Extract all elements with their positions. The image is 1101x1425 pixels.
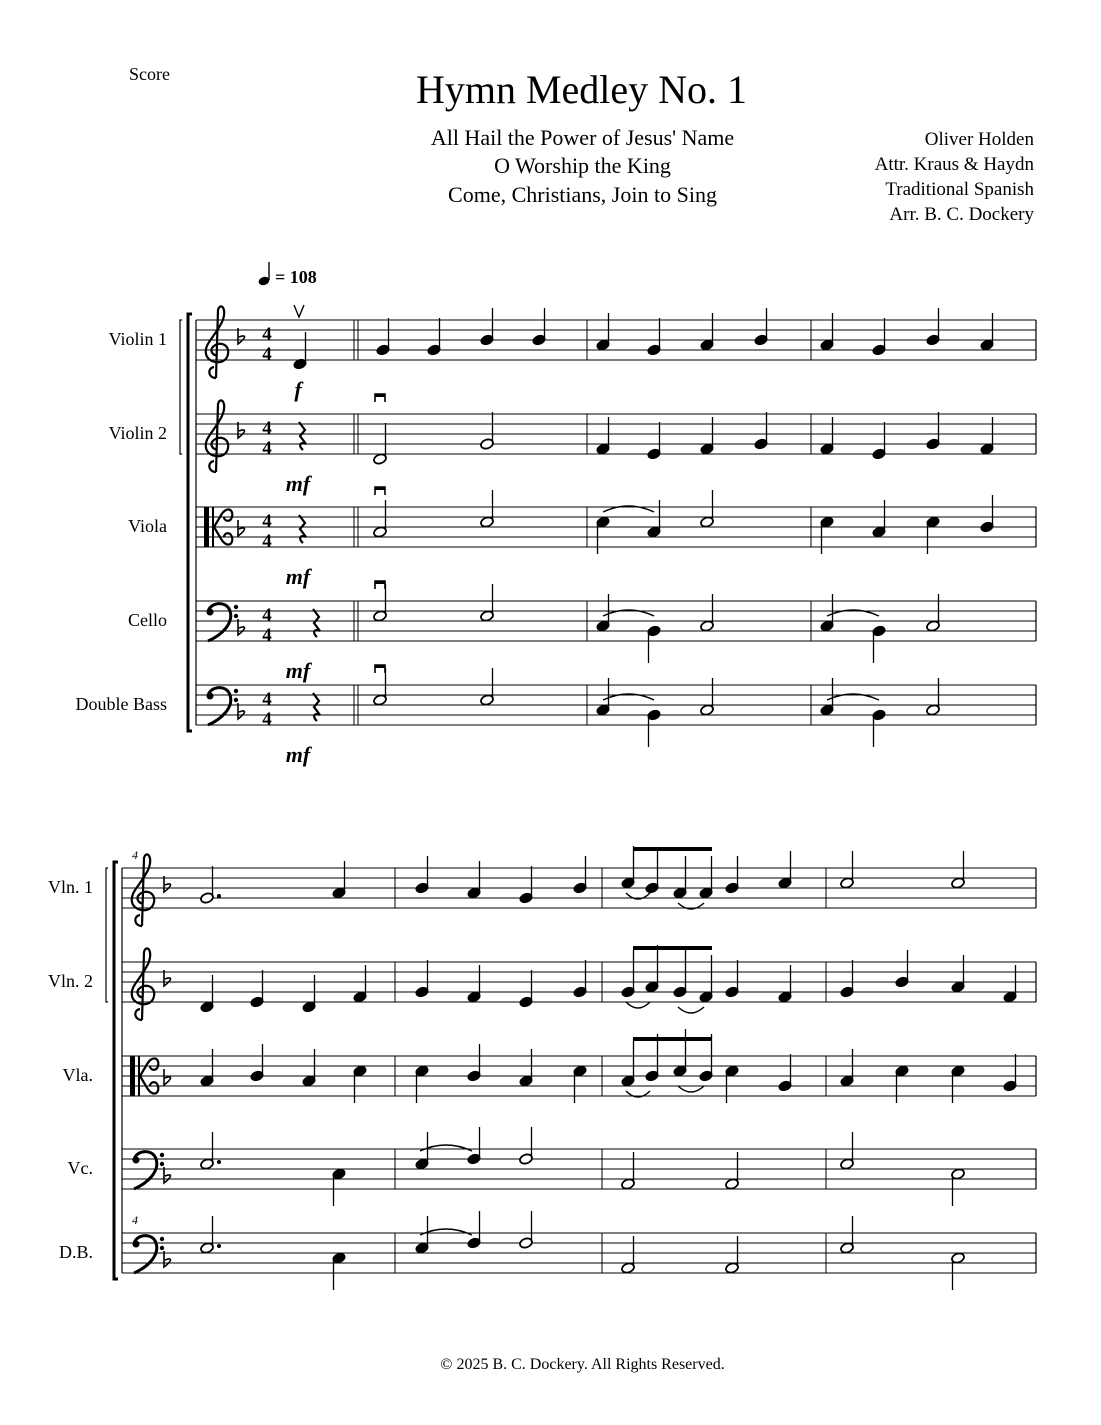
time-signature-bottom: 4 [262,531,272,552]
time-signature-top: 4 [262,324,272,345]
augmentation-dot [217,1160,221,1164]
instrument-label: D.B. [58,1242,93,1262]
composer-credit-1: Oliver Holden [924,129,1034,150]
time-signature-bottom: 4 [262,344,272,365]
instrument-label: Vla. [62,1065,93,1085]
subtitle-1: All Hail the Power of Jesus' Name [430,125,735,150]
quarter-rest [313,693,320,721]
dynamic-marking: mf [285,742,311,767]
dynamic-marking: mf [285,471,311,496]
violin-subbracket [180,320,182,454]
instrument-label: Violin 1 [108,329,167,349]
bass-clef-dot [234,614,238,618]
alto-clef-bar [138,1056,140,1096]
bass-clef-dot [207,693,214,700]
bass-clef-dot [160,1162,164,1166]
score-label: Score [129,64,170,84]
instrument-label: Vln. 2 [48,971,93,991]
quarter-rest [299,515,306,543]
flat-sign [238,520,245,536]
treble-clef [132,854,154,926]
bass-clef-dot [207,609,214,616]
bass-clef-dot [133,1241,140,1248]
dynamic-marking: mf [285,658,311,683]
down-bow-mark [375,394,385,397]
subtitle-3: Come, Christians, Join to Sing [448,182,717,207]
down-bow-mark [375,665,385,668]
bass-clef-dot [234,689,238,693]
tempo-marking [257,262,316,287]
beam [633,847,712,851]
tempo-value: = 108 [275,267,317,287]
time-signature-top: 4 [262,511,272,532]
measure-number: 4 [132,1213,138,1227]
treble-clef [206,400,228,472]
time-signature-bottom: 4 [262,625,272,646]
copyright-footer: © 2025 B. C. Dockery. All Rights Reserved. [440,1356,725,1373]
instrument-label: Vc. [67,1158,93,1178]
subtitle-2: O Worship the King [494,153,671,178]
arranger-credit: Arr. B. C. Dockery [889,204,1034,225]
augmentation-dot [217,894,221,898]
down-bow-mark [375,487,385,490]
treble-clef [132,948,154,1020]
augmentation-dot [217,1244,221,1248]
system-bracket [188,314,192,731]
measure-number: 4 [132,848,138,862]
alto-clef-bar [212,507,214,547]
system-bracket [114,862,118,1279]
composer-credit-3: Traditional Spanish [885,179,1034,200]
composer-credit-2: Attr. Kraus & Haydn [874,154,1034,175]
bass-clef-dot [160,1246,164,1250]
alto-clef-bar [130,1056,135,1096]
slur [678,1086,704,1092]
time-signature-top: 4 [262,689,272,710]
instrument-label: Viola [128,516,167,536]
bass-clef-dot [234,698,238,702]
page-title: Hymn Medley No. 1 [415,67,748,112]
beam [633,946,712,950]
dynamic-marking: f [294,377,302,402]
violin-subbracket [106,868,108,1002]
slur [678,1007,704,1013]
instrument-label: Double Bass [75,694,167,714]
flat-sign [164,1069,171,1085]
bass-clef-dot [160,1237,164,1241]
alto-clef-bar [204,507,209,547]
instrument-label: Violin 2 [108,423,167,443]
quarter-rest [299,422,306,450]
bass-clef-dot [133,1157,140,1164]
instrument-label: Cello [128,610,167,630]
dynamic-marking: mf [285,564,311,589]
time-signature-top: 4 [262,418,272,439]
time-signature-top: 4 [262,605,272,626]
time-signature-bottom: 4 [262,709,272,730]
down-bow-mark [375,581,385,584]
slur [626,1002,650,1008]
treble-clef [206,306,228,378]
bass-clef-dot [160,1153,164,1157]
time-signature-bottom: 4 [262,438,272,459]
system-1 [76,305,1037,767]
up-bow-mark [294,305,304,317]
instrument-label: Vln. 1 [48,877,93,897]
bass-clef-dot [234,605,238,609]
system-2 [48,846,1036,1290]
quarter-rest [313,609,320,637]
beam [633,1037,712,1041]
